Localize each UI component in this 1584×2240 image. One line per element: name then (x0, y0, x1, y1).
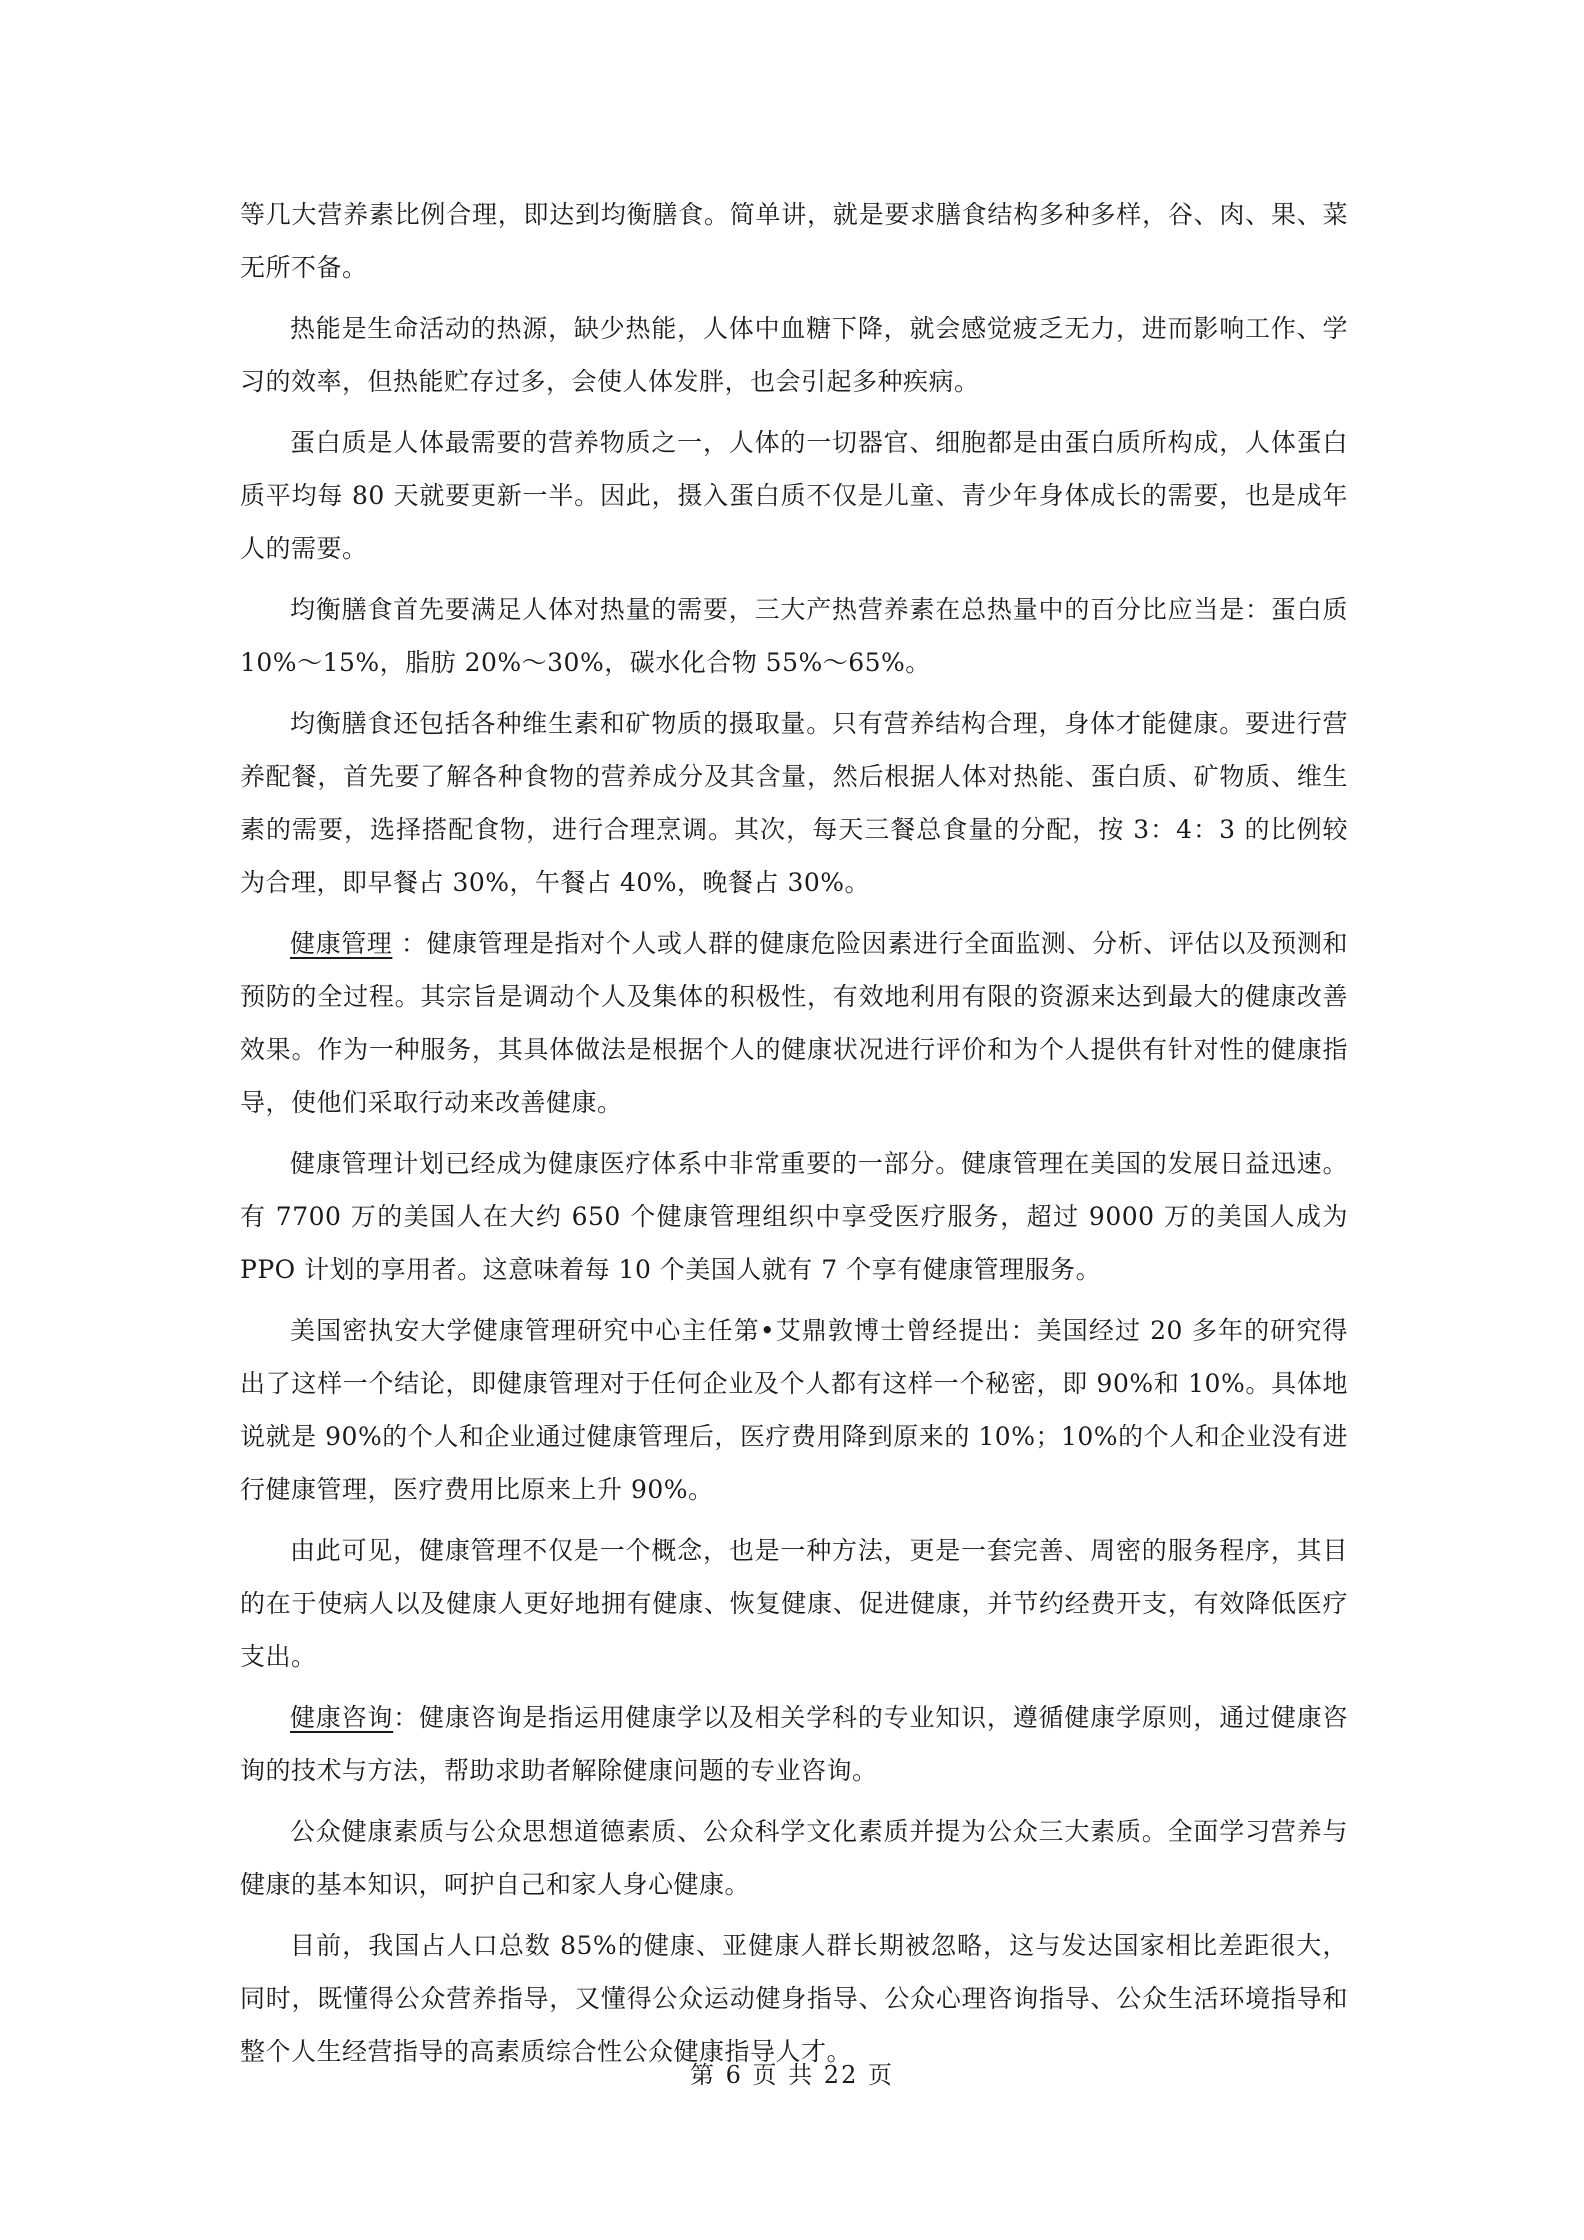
paragraph-michigan-research: 美国密执安大学健康管理研究中心主任第•艾鼎敦博士曾经提出：美国经过 20 多年的研究得出了这样一个结论，即健康管理对于任何企业及个人都有这样一个秘密，即 90%和 10%。具体地说就是 90%的个人和企业通过健康管理后，医疗费用降到原来的 10%；10%的个人和企业没有进行健康管理，医疗费用比原来上升 90%。 (240, 1316, 1348, 1504)
document-body (240, 188, 1348, 2086)
paragraph-health-consultation-definition (240, 1691, 1348, 1797)
paragraph-calorie-ratio: 均衡膳食首先要满足人体对热量的需要，三大产热营养素在总热量中的百分比应当是：蛋白质 10%～15%，脂肪 20%～30%，碳水化合物 55%～65%。 (240, 595, 1348, 677)
paragraph-conclusion: 由此可见，健康管理不仅是一个概念，也是一种方法，更是一套完善、周密的服务程序，其目的在于使病人以及健康人更好地拥有健康、恢复健康、促进健康，并节约经费开支，有效降低医疗支出。 (240, 1536, 1348, 1671)
paragraph-health-management-definition (240, 917, 1348, 1129)
page-number-footer: 第 6 页 共 22 页 (690, 2061, 894, 2089)
paragraph-vitamins-meals: 均衡膳食还包括各种维生素和矿物质的摄取量。只有营养结构合理，身体才能健康。要进行营养配餐，首先要了解各种食物的营养成分及其含量，然后根据人体对热能、蛋白质、矿物质、维生素的需要，选择搭配食物，进行合理烹调。其次，每天三餐总食量的分配，按 3：4：3 的比例较为合理，即早餐占 30%，午餐占 40%，晚餐占 30%。 (240, 709, 1348, 897)
paragraph-text: ：健康咨询是指运用健康学以及相关学科的专业知识，遵循健康学原则，通过健康咨询的技术与方法，帮助求助者解除健康问题的专业咨询。 (240, 1703, 1348, 1785)
paragraph-current-situation: 目前，我国占人口总数 85%的健康、亚健康人群长期被忽略，这与发达国家相比差距很大，同时，既懂得公众营养指导，又懂得公众运动健身指导、公众心理咨询指导、公众生活环境指导和整个人生经营指导的高素质综合性公众健康指导人才。 (240, 1931, 1348, 2066)
paragraph-balanced-diet-intro: 等几大营养素比例合理，即达到均衡膳食。简单讲，就是要求膳食结构多种多样，谷、肉、果、菜无所不备。 (240, 200, 1348, 282)
paragraph-us-health-management: 健康管理计划已经成为健康医疗体系中非常重要的一部分。健康管理在美国的发展日益迅速。有 7700 万的美国人在大约 650 个健康管理组织中享受医疗服务，超过 9000 万的美国人成为 PPO 计划的享用者。这意味着每 10 个美国人就有 7 个享有健康管理服务。 (240, 1149, 1348, 1284)
paragraph-heat-energy: 热能是生命活动的热源，缺少热能，人体中血糖下降，就会感觉疲乏无力，进而影响工作、学习的效率，但热能贮存过多，会使人体发胖，也会引起多种疾病。 (240, 314, 1348, 396)
term-health-management: 健康管理 (290, 929, 393, 958)
term-health-consultation: 健康咨询 (290, 1703, 394, 1732)
paragraph-protein: 蛋白质是人体最需要的营养物质之一，人体的一切器官、细胞都是由蛋白质所构成，人体蛋白质平均每 80 天就要更新一半。因此，摄入蛋白质不仅是儿童、青少年身体成长的需要，也是成年人的需要。 (240, 428, 1348, 563)
paragraph-public-health-quality: 公众健康素质与公众思想道德素质、公众科学文化素质并提为公众三大素质。全面学习营养与健康的基本知识，呵护自己和家人身心健康。 (240, 1817, 1348, 1899)
paragraph-text: ：健康管理是指对个人或人群的健康危险因素进行全面监测、分析、评估以及预测和预防的全过程。其宗旨是调动个人及集体的积极性，有效地利用有限的资源来达到最大的健康改善效果。作为一种服务，其具体做法是根据个人的健康状况进行评价和为个人提供有针对性的健康指导，使他们采取行动来改善健康。 (240, 929, 1348, 1117)
